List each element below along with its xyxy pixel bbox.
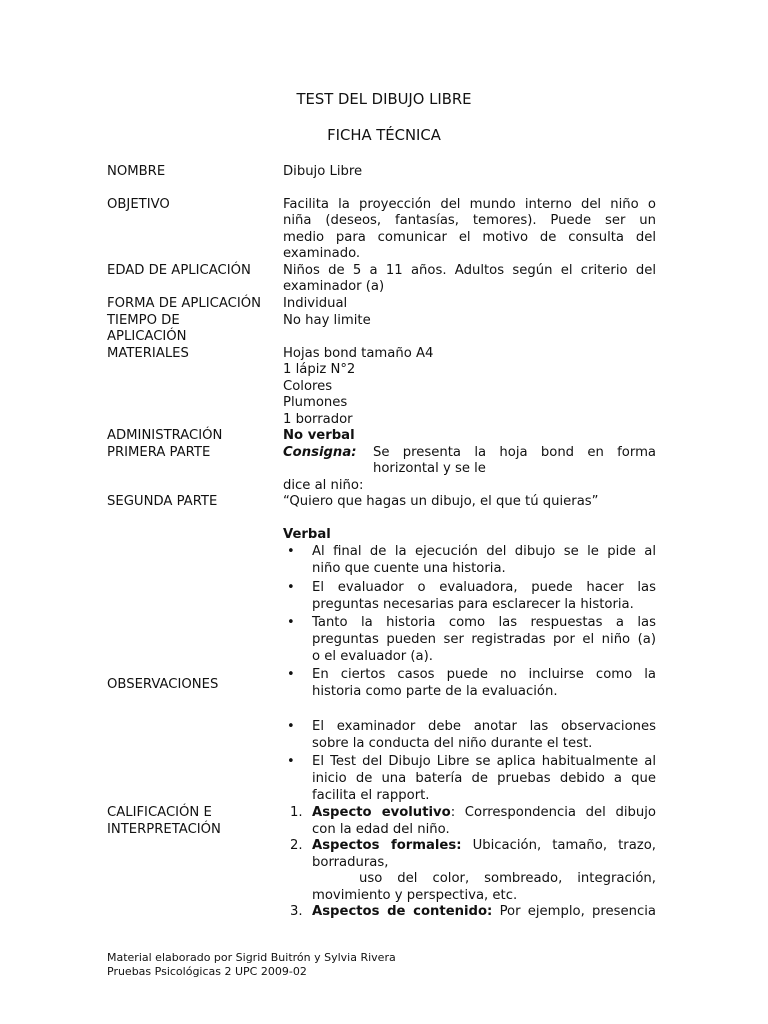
label-observaciones: OBSERVACIONES	[107, 677, 219, 692]
bullet-text: El Test del Dibujo Libre se aplica habitualmente al	[312, 754, 656, 769]
value-tiempo: No hay limite	[283, 313, 371, 328]
label-tiempo-1: TIEMPO DE	[107, 313, 180, 328]
list-number: 3.	[290, 904, 303, 919]
label-segunda-parte: SEGUNDA PARTE	[107, 494, 218, 509]
value-objetivo-line: medio para comunicar el motivo de consulta del	[283, 230, 656, 245]
label-administracion: ADMINISTRACIÓN	[107, 428, 223, 443]
bullet-text: facilita el rapport.	[312, 788, 430, 803]
material-item: Colores	[283, 379, 333, 394]
numbered-item-text: : Correspondencia del dibujo	[450, 805, 656, 820]
consigna-text: dice al niño:	[283, 478, 364, 493]
value-forma: Individual	[283, 296, 348, 311]
value-objetivo-line: examinado.	[283, 246, 361, 261]
value-objetivo-line: niña (deseos, fantasías, temores). Puede ser un	[283, 213, 656, 228]
label-primera-parte: PRIMERA PARTE	[107, 445, 211, 460]
bullet-text: El evaluador o evaluadora, puede hacer las	[312, 580, 656, 595]
list-number: 1.	[290, 805, 303, 820]
bullet-icon: •	[287, 580, 295, 595]
material-item: Plumones	[283, 395, 348, 410]
numbered-item-text: con la edad del niño.	[312, 822, 450, 837]
value-nombre: Dibujo Libre	[283, 164, 363, 179]
bullet-text: niño que cuente una historia.	[312, 561, 506, 576]
no-verbal-heading: No verbal	[283, 428, 355, 443]
bullet-text: Tanto la historia como las respuestas a las	[312, 615, 656, 630]
label-forma: FORMA DE APLICACIÓN	[107, 296, 261, 311]
label-objetivo: OBJETIVO	[107, 197, 170, 212]
footer-course: Pruebas Psicológicas 2 UPC 2009-02	[107, 965, 307, 978]
footer-author: Material elaborado por Sigrid Buitrón y Sylvia Rivera	[107, 951, 396, 964]
label-calificacion-1: CALIFICACIÓN E	[107, 805, 212, 820]
verbal-heading: Verbal	[283, 527, 331, 542]
numbered-item-text: borraduras,	[312, 855, 389, 870]
bullet-icon: •	[287, 719, 295, 734]
bullet-text: preguntas pueden ser registradas por el niño (a)	[312, 632, 656, 647]
numbered-item-heading: Aspectos formales:	[312, 838, 462, 853]
bullet-icon: •	[287, 544, 295, 559]
label-tiempo-2: APLICACIÓN	[107, 329, 187, 344]
document-title: TEST DEL DIBUJO LIBRE	[296, 91, 472, 108]
bullet-text: historia como parte de la evaluación.	[312, 684, 558, 699]
numbered-item-text: uso del color, sombreado, integración,	[359, 871, 656, 886]
bullet-icon: •	[287, 667, 295, 682]
value-edad-line: Niños de 5 a 11 años. Adultos según el criterio del	[283, 263, 656, 278]
numbered-item-text: movimiento y perspectiva, etc.	[312, 888, 518, 903]
bullet-text: En ciertos casos puede no incluirse como la	[312, 667, 656, 682]
bullet-text: sobre la conducta del niño durante el test.	[312, 736, 593, 751]
numbered-item-3-line	[312, 904, 656, 921]
label-materiales: MATERIALES	[107, 346, 189, 361]
numbered-item-heading: Aspectos de contenido:	[312, 904, 493, 919]
consigna-text: horizontal y se le	[373, 461, 486, 476]
bullet-icon: •	[287, 615, 295, 630]
value-objetivo-line: Facilita la proyección del mundo interno del niño o	[283, 197, 656, 212]
bullet-text: El examinador debe anotar las observaciones	[312, 719, 656, 734]
material-item: Hojas bond tamaño A4	[283, 346, 434, 361]
numbered-item-text: Ubicación, tamaño, trazo,	[461, 838, 656, 853]
material-item: 1 lápiz N°2	[283, 362, 356, 377]
document-subtitle: FICHA TÉCNICA	[327, 127, 441, 144]
value-edad-line: examinador (a)	[283, 279, 385, 294]
bullet-text: o el evaluador (a).	[312, 649, 433, 664]
material-item: 1 borrador	[283, 412, 353, 427]
label-nombre: NOMBRE	[107, 164, 166, 179]
consigna-quote: “Quiero que hagas un dibujo, el que tú quieras”	[283, 494, 599, 509]
bullet-text: inicio de una batería de pruebas debido a que	[312, 771, 656, 786]
list-number: 2.	[290, 838, 303, 853]
consigna-text: Se presenta la hoja bond en forma	[373, 445, 656, 460]
label-calificacion-2: INTERPRETACIÓN	[107, 822, 221, 837]
label-edad: EDAD DE APLICACIÓN	[107, 263, 251, 278]
numbered-item-1-line	[312, 805, 656, 822]
bullet-text: preguntas necesarias para esclarecer la historia.	[312, 597, 634, 612]
bullet-text: Al final de la ejecución del dibujo se le pide al	[312, 544, 656, 559]
numbered-item-heading: Aspecto evolutivo	[312, 805, 451, 820]
bullet-icon: •	[287, 754, 295, 769]
numbered-item-text: Por ejemplo, presencia	[492, 904, 656, 919]
consigna-label: Consigna:	[283, 445, 357, 460]
numbered-item-2-line	[312, 838, 656, 855]
